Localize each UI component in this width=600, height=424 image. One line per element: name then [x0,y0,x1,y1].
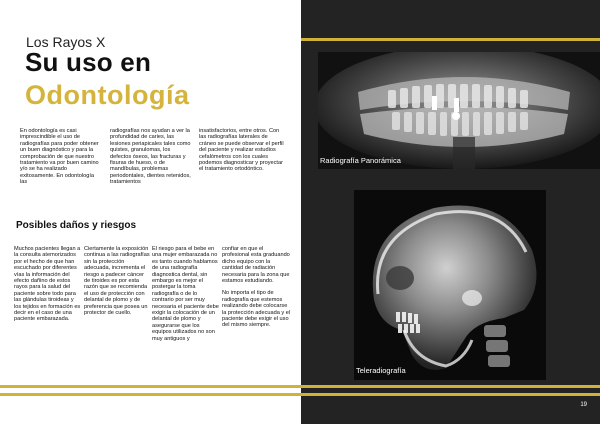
teleradiography-image [354,190,546,380]
panoramic-xray-image [318,52,600,169]
section-column-4-part-2: No importa el tipo de radiografía que estemos realizando debe colocarse la protección adecuada y el paciente debe exigir el uso del mismo siempre. [222,290,291,329]
intro-column-2: radiografías nos ayudan a ver la profundidad de caries, las lesiones periapicales tales como quistes, granulomas, los defectos óseos, las fracturas y fisuras de hueso, o de mandíbulas, problemas periodontales, dientes retenidos, tratamientos [110,128,191,186]
article-title: Su uso en [25,47,152,77]
panoramic-caption: Radiografía Panorámica [320,156,401,165]
section-heading: Posibles daños y riesgos [16,220,137,231]
intro-column-1: En odontología es casi imprescindible el uso de radiografías para poder obtener un buen diagnóstico y para la comprobación de que nuestro tratamiento va por buen camino y/o se ha realizado exitosamente. En odontología las [20,128,99,186]
top-gold-rule [301,38,600,41]
section-column-3: El riesgo para el bebe en una mujer embarazada no es tanto cuando hablamos de una radiografía diagnostica dental, sin embargo es mejor el postergar la toma radiografía o de lo contrario por ser muy necesaria el paciente debe exigir la colocación de un delantal de plomo y asegurarse que los equipos utilizados no son muy antiguos y [152,246,219,342]
teleradiography-caption: Teleradiografía [356,366,406,375]
article-title-highlight: Odontología [25,80,190,110]
article-subtitle: Los Rayos X [26,34,106,50]
section-column-4-part-1: confiar en que el profesional esta graduando dicho equipo con la cantidad de radiación necesaria para la zona que estamos estudiando. [222,246,290,285]
bottom-gold-rule-2 [0,393,600,396]
section-column-2: Ciertamente la exposición continua a las radiografías sin la protección adecuada, incrementa el riesgo a padecer cáncer de tiroides es por esta razón que se recomienda el uso de protección con delantal de plomo y de preferencia que posea un protector de cuello. [84,246,150,317]
bottom-gold-rule-1 [0,385,600,388]
intro-column-3: insatisfactorios, entre otros. Con las radiografías laterales de cráneo se puede observar el perfil del paciente y realizar estudios cefalómetros con los cuales podemos diagnosticar y proyectar el tratamiento ortodóntico. [199,128,284,173]
section-column-4 [222,246,292,329]
page-number: 19 [580,402,587,408]
section-column-1: Muchos pacientes llegan a la consulta atemorizados por el hecho de que han escuchado por diferentes vías la información del efecto dañino de estos rayos para la salud del paciente sobre todo para las glándulas tiroideas y los tejidos en formación es decir en el caso de una paciente embarazada. [14,246,81,323]
